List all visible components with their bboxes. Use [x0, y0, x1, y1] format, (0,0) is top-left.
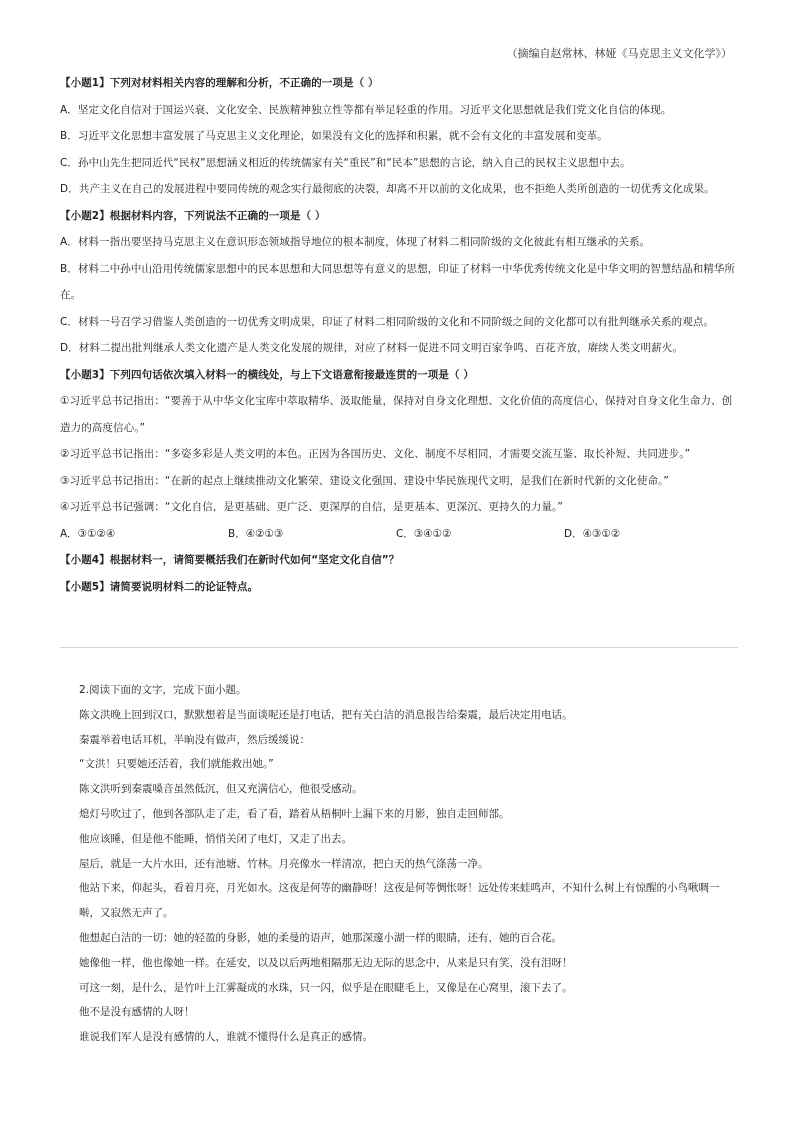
- question-3-sentence-3: ③习近平总书记指出：“在新的起点上继续推动文化繁荣、建设文化强国、建设中华民族现代文明，是我们在新时代新的文化使命。”: [60, 474, 669, 487]
- paragraph: 他想起白洁的一切：她的轻盈的身影，她的柔曼的语声，她那深邃小湖一样的眼睛，还有，她的百合花。: [79, 931, 562, 944]
- paragraph: 她像他一样，他也像她一样。在延安，以及以后两地相隔那无边无际的思念中，从来是只有笑，没有泪呀！: [79, 956, 573, 969]
- paragraph: 他站下来，仰起头，看着月亮，月光如水。这夜是何等的幽静呀！这夜是何等惆怅呀！远处传来蛙鸣声，不知什么树上有惊醒的小鸟啾啁一啭，又寂然无声了。: [79, 882, 720, 920]
- paragraph: 陈文洪晚上回到汉口，默默想着是当面谈呢还是打电话，把有关白洁的消息报告给秦震，最后决定用电话。: [79, 708, 573, 721]
- question-4-title: 【小题4】根据材料一，请简要概括我们在新时代如何“坚定文化自信”？: [60, 554, 400, 566]
- questions-section: [60, 70, 740, 600]
- paragraph: 陈文洪听到秦震嗓音虽然低沉，但又充满信心，他很受感动。: [79, 783, 363, 796]
- paragraph: 他不是没有感情的人呀！: [79, 1006, 195, 1019]
- paragraph: 屋后，就是一大片水田，还有池塘、竹林。月亮像水一样清凉，把白天的热气涤荡一净。: [79, 857, 489, 870]
- paragraph: 熄灯号吹过了，他到各部队走了走，看了看，踏着从梧桐叶上漏下来的月影，独自走回师部。: [79, 807, 510, 820]
- question-1-option-d: D．共产主义在自己的发展进程中要同传统的观念实行最彻底的决裂，却离不开以前的文化成果，也不拒绝人类所创造的一切优秀文化成果。: [60, 183, 715, 195]
- question-2-option-b: B．材料二中孙中山沿用传统儒家思想中的民本思想和大同思想等有意义的思想，印证了材料一中华优秀传统文化是中华文明的智慧结晶和精华所在。: [60, 262, 736, 301]
- paragraph: 可这一刻，是什么，是竹叶上江雾凝成的水珠，只一闪，似乎是在眼睫毛上，又像是在心窝里，滚下去了。: [79, 981, 573, 994]
- question-3-option-d: D．④③①②: [564, 527, 621, 540]
- question-3-option-a: A．③①②④: [60, 527, 116, 540]
- question-3-option-c: C．③④①②: [396, 527, 452, 540]
- section-divider: [60, 647, 738, 648]
- question-3-options: [60, 521, 740, 548]
- question-2-option-a: A．材料一指出要坚持马克思主义在意识形态领域指导地位的根本制度，体现了材料二相同阶级的文化彼此有相互继承的关系。: [60, 236, 651, 248]
- question-1-option-c: C．孙中山先生把同近代“民权”思想涵义相近的传统儒家有关“重民”和“民本”思想的言论，纳入自己的民权主义思想中去。: [60, 156, 631, 169]
- question-3-sentence-2: ②习近平总书记指出：“多姿多彩是人类文明的本色。正因为各国历史、文化、制度不尽相同，才需要交流互鉴、取长补短、共同进步。”: [60, 448, 691, 460]
- paragraph: “文洪！只要她还活着，我们就能救出她。”: [79, 758, 274, 771]
- question-1-title: 【小题1】下列对材料相关内容的理解和分析，不正确的一项是（ ）: [60, 77, 379, 89]
- paragraph: 谁说我们军人是没有感情的人，谁就不懂得什么是真正的感情。: [79, 1031, 373, 1044]
- question-5-title: 【小题5】请简要说明材料二的论证特点。: [60, 580, 259, 593]
- question-1-option-b: B．习近平文化思想丰富发展了马克思主义文化理论，如果没有文化的选择和积累，就不会有文化的丰富发展和变革。: [60, 130, 608, 142]
- source-note: （摘编自赵常林、林娅《马克思主义文化学》）: [506, 47, 732, 60]
- question-3-title: 【小题3】下列四句话依次填入材料一的横线处，与上下文语意衔接最连贯的一项是（ ）: [60, 368, 474, 381]
- question-3-sentence-4: ④习近平总书记强调：“文化自信，是更基础、更广泛、更深厚的自信，是更基本、更深沉、更持久的力量。”: [60, 501, 563, 513]
- reading-section: [79, 678, 739, 1050]
- question-2-option-c: C．材料一号召学习借鉴人类创造的一切优秀文明成果，印证了材料二相同阶级的文化和不同阶级之间的文化都可以有批判继承关系的观点。: [60, 315, 715, 328]
- paragraph: 他应该睡，但是他不能睡，悄悄关闭了电灯，又走了出去。: [79, 832, 352, 845]
- question-3-sentence-1: ①习近平总书记指出：“要善于从中华文化宝库中萃取精华、汲取能量，保持对自身文化理想、文化价值的高度信心，保持对自身文化生命力、创造力的高度信心。”: [60, 395, 733, 434]
- question-2-title: 【小题2】根据材料内容，下列说法不正确的一项是（ ）: [60, 209, 326, 222]
- question-2-option-d: D．材料二提出批判继承人类文化遗产是人类文化发展的规律，对应了材料一促进不同文明百家争鸣、百花齐放，赓续人类文明薪火。: [60, 342, 683, 354]
- question-3-option-b: B．④②①③: [228, 527, 284, 540]
- reading-heading: 2.阅读下面的文字，完成下面小题。: [79, 684, 247, 696]
- paragraph: 秦震举着电话耳机，半晌没有做声，然后缓缓说：: [79, 733, 310, 746]
- question-1-option-a: A．坚定文化自信对于国运兴衰、文化安全、民族精神独立性等都有举足轻重的作用。习近平文化思想就是我们党文化自信的体现。: [60, 103, 672, 116]
